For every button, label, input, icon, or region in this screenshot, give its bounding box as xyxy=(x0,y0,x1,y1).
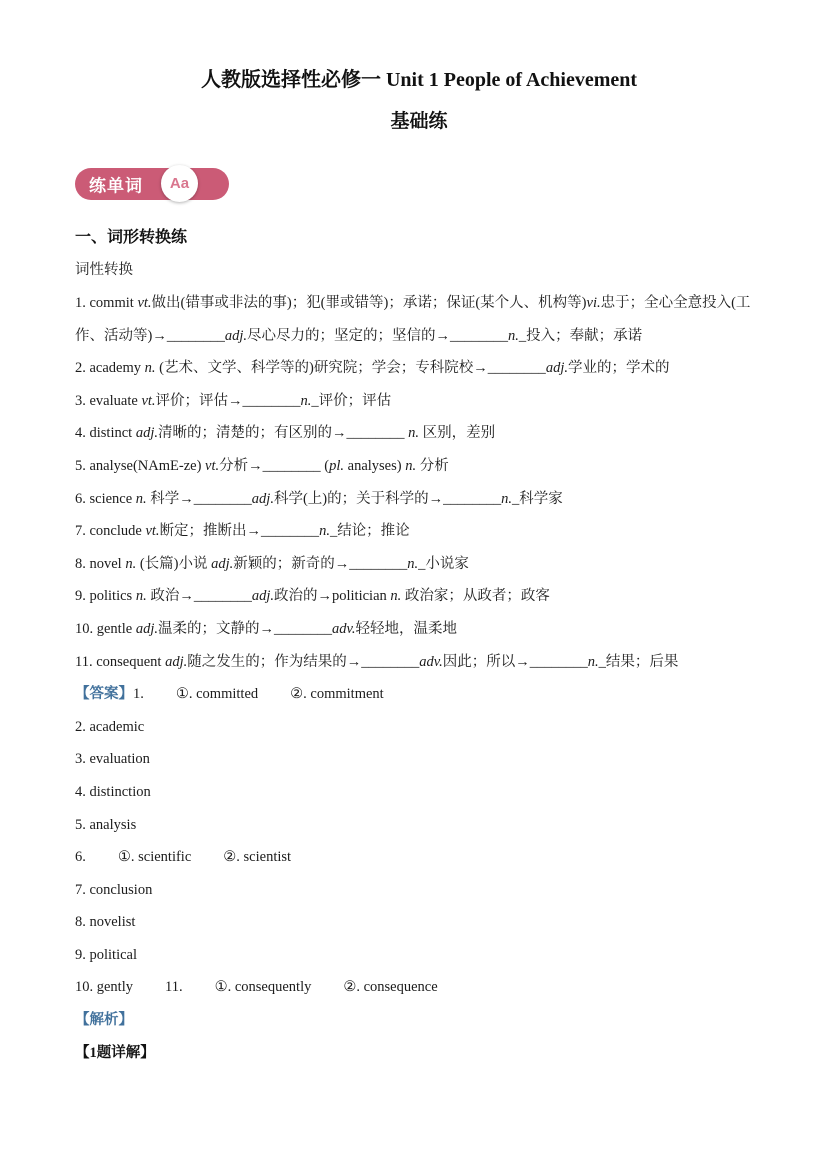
item-text: 因此；所以→________ xyxy=(442,653,588,670)
part-of-speech: adj. xyxy=(135,425,158,442)
aa-letters-icon xyxy=(161,165,198,202)
page-title: 人教版选择性必修一 Unit 1 People of Achievement xyxy=(200,69,638,91)
item-text: 做出(错事或非法的事)；犯(罪或错等)；承诺；保证(某个人、机构等) xyxy=(151,295,587,311)
exercise-item xyxy=(75,352,763,385)
item-text: _结论；推论 xyxy=(329,523,410,540)
part-of-speech: vi. xyxy=(586,295,601,311)
part-of-speech: vt. xyxy=(205,457,220,474)
part-of-speech: adv. xyxy=(419,653,443,670)
answer-line xyxy=(75,678,763,711)
exercise-item xyxy=(75,646,763,679)
answer-cell: 4. distinction xyxy=(75,783,151,800)
item-text: 断定；推断出→________ xyxy=(159,523,320,540)
item-text: _结果；后果 xyxy=(598,653,679,670)
exercise-list xyxy=(75,287,763,678)
exercise-item xyxy=(75,515,763,548)
part-of-speech: vt. xyxy=(145,523,160,540)
part-of-speech: n. xyxy=(135,490,147,507)
answers-block xyxy=(75,678,763,1004)
part-of-speech: n. xyxy=(125,555,137,572)
badge-label: 练单词 xyxy=(89,176,143,196)
item-text: _小说家 xyxy=(418,555,469,572)
answer-line xyxy=(75,906,763,939)
item-text: 分析→________ ( xyxy=(219,457,330,474)
answer-cell: 3. evaluation xyxy=(75,751,150,768)
part-of-speech: n. xyxy=(300,392,312,409)
part-of-speech: n. xyxy=(587,653,599,670)
part-of-speech: n. xyxy=(408,425,419,442)
item-text: 忠于；全心全意投入(工作、活动等)→________ xyxy=(75,295,751,344)
part-of-speech: adj. xyxy=(224,327,247,344)
item-text: 学业的；学术的 xyxy=(567,360,670,377)
answers-label: 【答案】 xyxy=(75,686,133,703)
item-text: 尽心尽力的；坚定的；坚信的→________ xyxy=(247,327,508,344)
practice-words-badge xyxy=(75,168,229,200)
answer-cell: 6. xyxy=(75,849,86,866)
exercise-item xyxy=(75,287,763,352)
answer-cell: ②. consequence xyxy=(343,979,438,996)
answer-cell: ①. committed xyxy=(175,686,259,703)
answer-cell: 7. conclusion xyxy=(75,881,153,898)
part-of-speech: n. xyxy=(319,523,330,540)
item-text: 10. gentle xyxy=(75,620,136,637)
item-text: 政治→________ xyxy=(146,588,252,605)
answer-cell: ①. consequently xyxy=(214,979,312,996)
answer-cell: 1. xyxy=(133,686,144,703)
part-of-speech: adj. xyxy=(165,653,188,670)
exercise-item xyxy=(75,450,763,483)
item-text: 科学(上)的；关于科学的→________ xyxy=(273,490,502,507)
item-text: 轻轻地，温柔地 xyxy=(355,620,457,637)
part-of-speech: n. xyxy=(135,588,147,605)
part-of-speech: adj. xyxy=(545,360,568,377)
analysis-item-1-heading: 【1题详解】 xyxy=(75,1044,155,1061)
exercise-item xyxy=(75,580,763,613)
item-text: 5. analyse(NAmE-ze) xyxy=(75,457,206,474)
answer-cell: 11. xyxy=(165,979,183,996)
part-of-speech: adj. xyxy=(251,588,274,605)
analysis-line xyxy=(75,1004,763,1037)
section-heading: 一、词形转换练 xyxy=(75,229,188,246)
item-text: _科学家 xyxy=(512,490,563,507)
answer-cell: 5. analysis xyxy=(75,816,137,833)
answer-cell: 10. gently xyxy=(75,979,133,996)
answer-line xyxy=(75,874,763,907)
part-of-speech: adj. xyxy=(251,490,274,507)
part-of-speech: n. xyxy=(390,588,402,605)
part-of-speech: pl. xyxy=(329,457,345,474)
item-text: 科学→________ xyxy=(146,490,252,507)
item-text: 政治家；从政者；政客 xyxy=(401,588,550,605)
item-text: 9. politics xyxy=(75,588,136,605)
answer-line xyxy=(75,971,763,1004)
item-text: _评价；评估 xyxy=(311,392,392,409)
part-of-speech: n. xyxy=(407,555,419,572)
item-text: 3. evaluate xyxy=(75,392,142,409)
answer-cell: ②. commitment xyxy=(290,686,384,703)
item-text: 新颖的；新奇的→________ xyxy=(233,555,408,572)
answer-cell: 8. novelist xyxy=(75,914,136,931)
part-of-speech: n. xyxy=(144,360,156,377)
item-text: 2. academy xyxy=(75,360,145,377)
section-subheading: 词性转换 xyxy=(75,262,133,278)
part-of-speech: adj. xyxy=(135,620,158,637)
badge-icon-text: Aa xyxy=(169,175,190,192)
answer-line xyxy=(75,776,763,809)
exercise-item xyxy=(75,385,763,418)
item-text: 8. novel xyxy=(75,555,126,572)
answer-cell: ②. scientist xyxy=(223,849,292,866)
answer-line xyxy=(75,841,763,874)
item-text: 4. distinct xyxy=(75,425,136,442)
part-of-speech: n. xyxy=(508,327,519,344)
answer-line xyxy=(75,939,763,972)
item-text: 区别，差别 xyxy=(418,425,496,442)
part-of-speech: vt. xyxy=(141,392,156,409)
item-text: 6. science xyxy=(75,490,136,507)
part-of-speech: n. xyxy=(405,457,417,474)
page-subtitle: 基础练 xyxy=(390,111,448,132)
exercise-item xyxy=(75,483,763,516)
exercise-item xyxy=(75,613,763,646)
item-text: 政治的→politician xyxy=(273,588,391,605)
answer-line xyxy=(75,711,763,744)
item-text: (艺术、文学、科学等的)研究院；学会；专科院校→________ xyxy=(155,360,546,377)
item-text: analyses) xyxy=(344,457,406,474)
part-of-speech: adj. xyxy=(211,555,234,572)
item-text: 随之发生的；作为结果的→________ xyxy=(187,653,420,670)
item-text: 7. conclude xyxy=(75,523,146,540)
item-text: (长篇)小说 xyxy=(136,555,212,572)
item-text: _投入；奉献；承诺 xyxy=(518,327,643,344)
item-text: 温柔的；文静的→________ xyxy=(157,620,332,637)
analysis-label: 【解析】 xyxy=(75,1012,133,1029)
part-of-speech: n. xyxy=(501,490,512,507)
answer-cell: ①. scientific xyxy=(117,849,192,866)
answer-line xyxy=(75,743,763,776)
item-text: 清晰的；清楚的；有区别的→________ xyxy=(157,425,409,442)
part-of-speech: adv. xyxy=(331,620,356,637)
item-text: 1. commit xyxy=(75,295,138,311)
item-text: 评价；评估→________ xyxy=(155,392,301,409)
part-of-speech: vt. xyxy=(137,295,152,311)
item-text: 分析 xyxy=(416,457,449,474)
answer-cell: 9. political xyxy=(75,946,138,963)
exercise-item xyxy=(75,417,763,450)
exercise-item xyxy=(75,548,763,581)
answer-cell: 2. academic xyxy=(75,718,145,735)
item-text: 11. consequent xyxy=(75,653,166,670)
answer-line xyxy=(75,809,763,842)
